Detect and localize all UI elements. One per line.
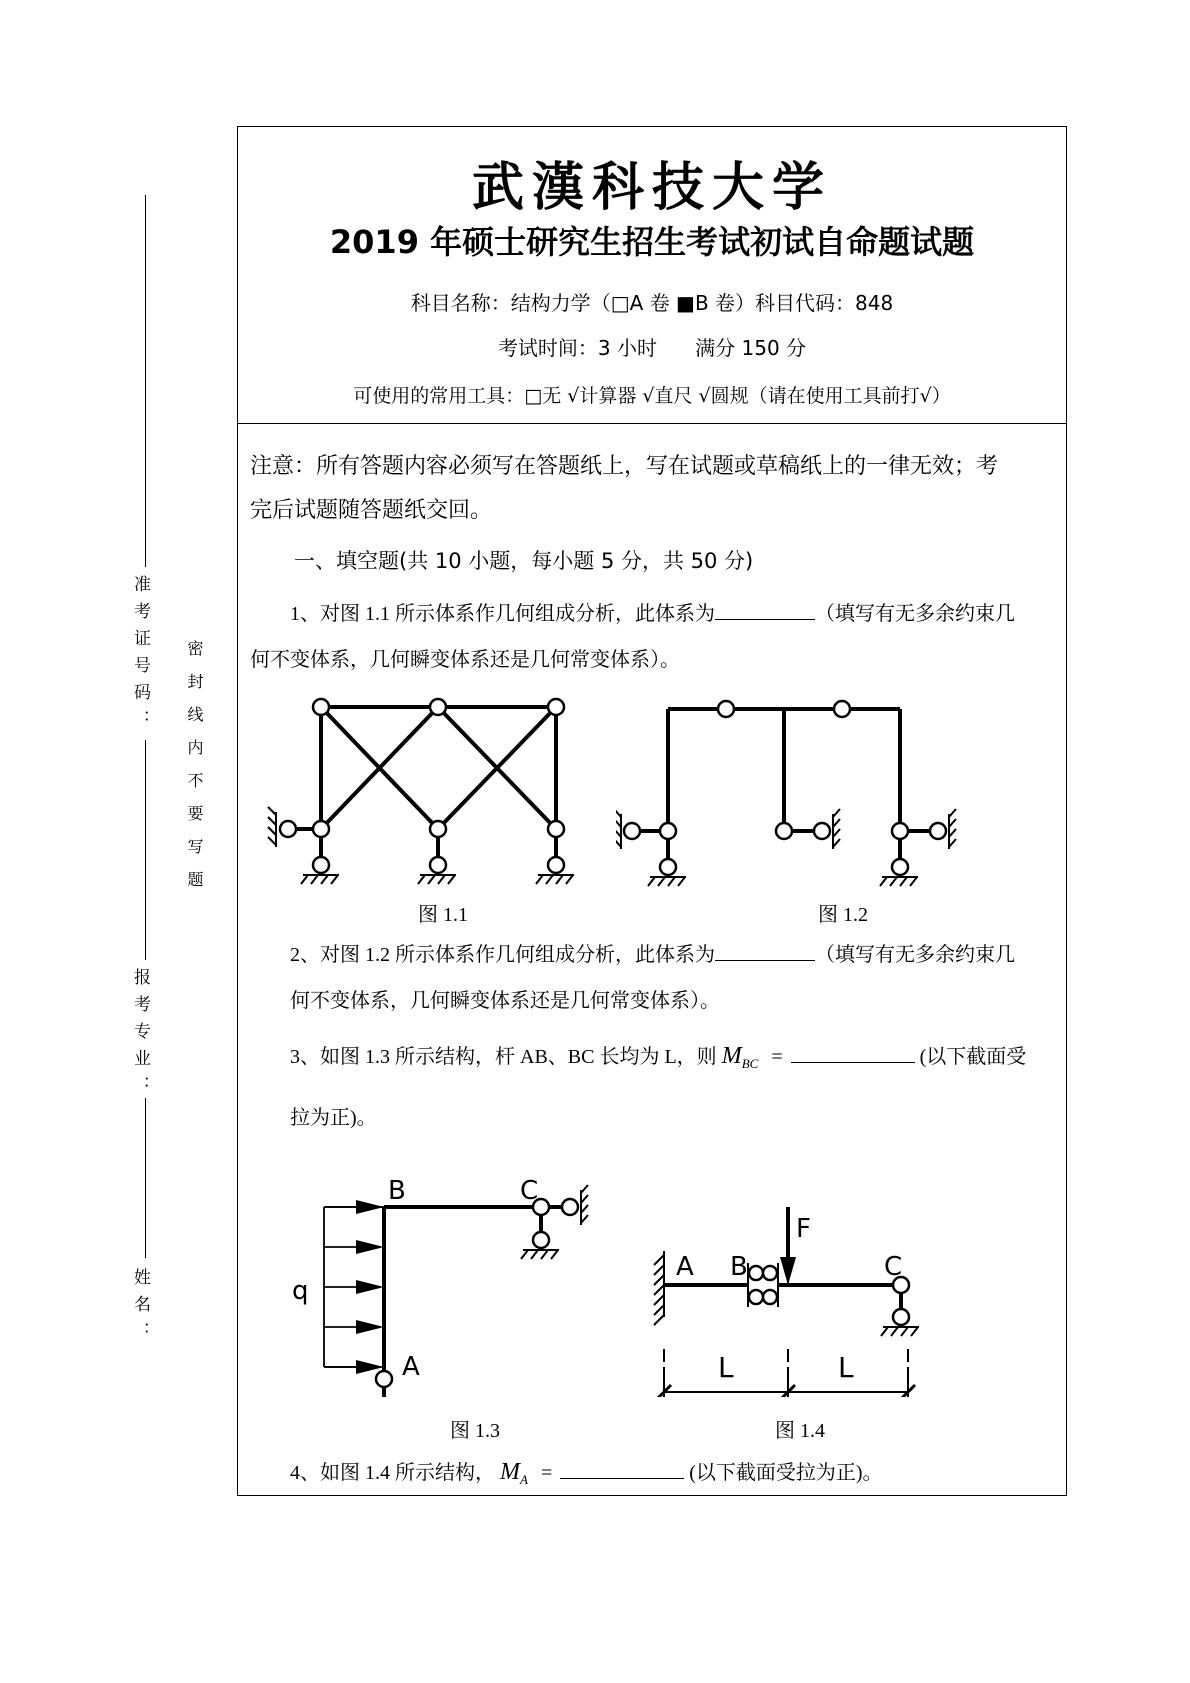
question-1-hint: （填写有无多余约束几 [815, 603, 1015, 625]
figure-1-2 [616, 687, 996, 897]
question-2-hint: （填写有无多余约束几 [815, 944, 1015, 966]
notice [250, 445, 1054, 533]
figure-1-3-caption: 图 1.3 [450, 1420, 500, 1442]
equals-sign: = [771, 1046, 783, 1068]
moment-symbol: M [500, 1459, 520, 1485]
question-2-blank[interactable] [715, 960, 815, 961]
exam-time-line: 考试时间：3 小时 满分 150 分 [497, 336, 807, 360]
section-heading: 一、填空题(共 10 小题，每小题 5 分，共 50 分) [294, 549, 754, 573]
question-2 [250, 932, 1056, 1024]
distributed-load-arrows [324, 1200, 384, 1374]
subject-line: 科目名称：结构力学（□A 卷 ■B 卷）科目代码：848 [410, 291, 894, 315]
force-arrow [780, 1257, 796, 1285]
label-B: B [730, 1252, 748, 1282]
figure-1-4 [648, 1167, 978, 1397]
question-3 [250, 1029, 1056, 1145]
label-L-right: L [838, 1351, 854, 1384]
moment-symbol: M [721, 1043, 742, 1069]
moment-subscript: BC [741, 1056, 759, 1071]
name-label: 姓名： [130, 1268, 150, 1349]
exam-frame [237, 126, 1067, 1496]
figure-1-1-caption: 图 1.1 [418, 904, 468, 926]
page-title: 2019 年硕士研究生招生考试初试自命题试题 [329, 223, 975, 261]
equals-sign: = [540, 1462, 553, 1484]
label-A: A [402, 1352, 420, 1382]
question-2-text-cont: 何不变体系，几何瞬变体系还是几何常变体系）。 [290, 990, 720, 1012]
university-logo: 武漢科技大学 [471, 157, 832, 218]
label-B: B [388, 1176, 406, 1206]
question-4 [250, 1445, 1056, 1507]
question-4-text: 4、如图 1.4 所示结构， [290, 1462, 495, 1484]
question-3-text-cont: 拉为正)。 [290, 1107, 377, 1129]
header-divider [238, 423, 1066, 424]
question-3-blank[interactable] [791, 1062, 915, 1063]
label-F: F [796, 1214, 811, 1244]
question-4-hint: (以下截面受拉为正)。 [689, 1462, 883, 1484]
question-2-text: 2、对图 1.2 所示体系作几何组成分析，此体系为 [290, 944, 715, 966]
question-1 [250, 591, 1056, 683]
label-A: A [676, 1252, 694, 1282]
seal-line-notice: 密封线内不要写题 [185, 640, 204, 904]
label-C: C [884, 1252, 903, 1282]
notice-line-1: 注意：所有答题内容必须写在答题纸上，写在试题或草稿纸上的一律无效；考 [250, 454, 999, 479]
allowed-tools-line: 可使用的常用工具：□无 √计算器 √直尺 √圆规（请在使用工具前打√） [353, 385, 951, 407]
label-C: C [520, 1176, 539, 1206]
label-L-left: L [718, 1351, 734, 1384]
figure-1-2-caption: 图 1.2 [818, 904, 868, 926]
figure-1-4-caption: 图 1.4 [775, 1420, 825, 1442]
moment-subscript: A [520, 1472, 528, 1487]
figure-1-1 [266, 687, 596, 897]
admission-number-label: 准考证号码： [130, 575, 150, 737]
figure-1-3 [288, 1137, 618, 1397]
notice-line-2: 完后试题随答题纸交回。 [250, 498, 493, 523]
question-1-text-cont: 何不变体系，几何瞬变体系还是几何常变体系）。 [250, 649, 680, 671]
major-label: 报考专业： [130, 968, 150, 1103]
question-1-text: 1、对图 1.1 所示体系作几何组成分析，此体系为 [290, 603, 715, 625]
label-q: q [292, 1276, 309, 1306]
question-4-blank[interactable] [560, 1478, 684, 1479]
question-3-hint: (以下截面受 [919, 1046, 1027, 1068]
margin-line-lower [145, 1098, 146, 1258]
question-3-text: 3、如图 1.3 所示结构，杆 AB、BC 长均为 L，则 [290, 1046, 717, 1068]
margin-line-middle [145, 740, 146, 960]
margin-line-top [145, 195, 146, 567]
question-1-blank[interactable] [715, 619, 815, 620]
